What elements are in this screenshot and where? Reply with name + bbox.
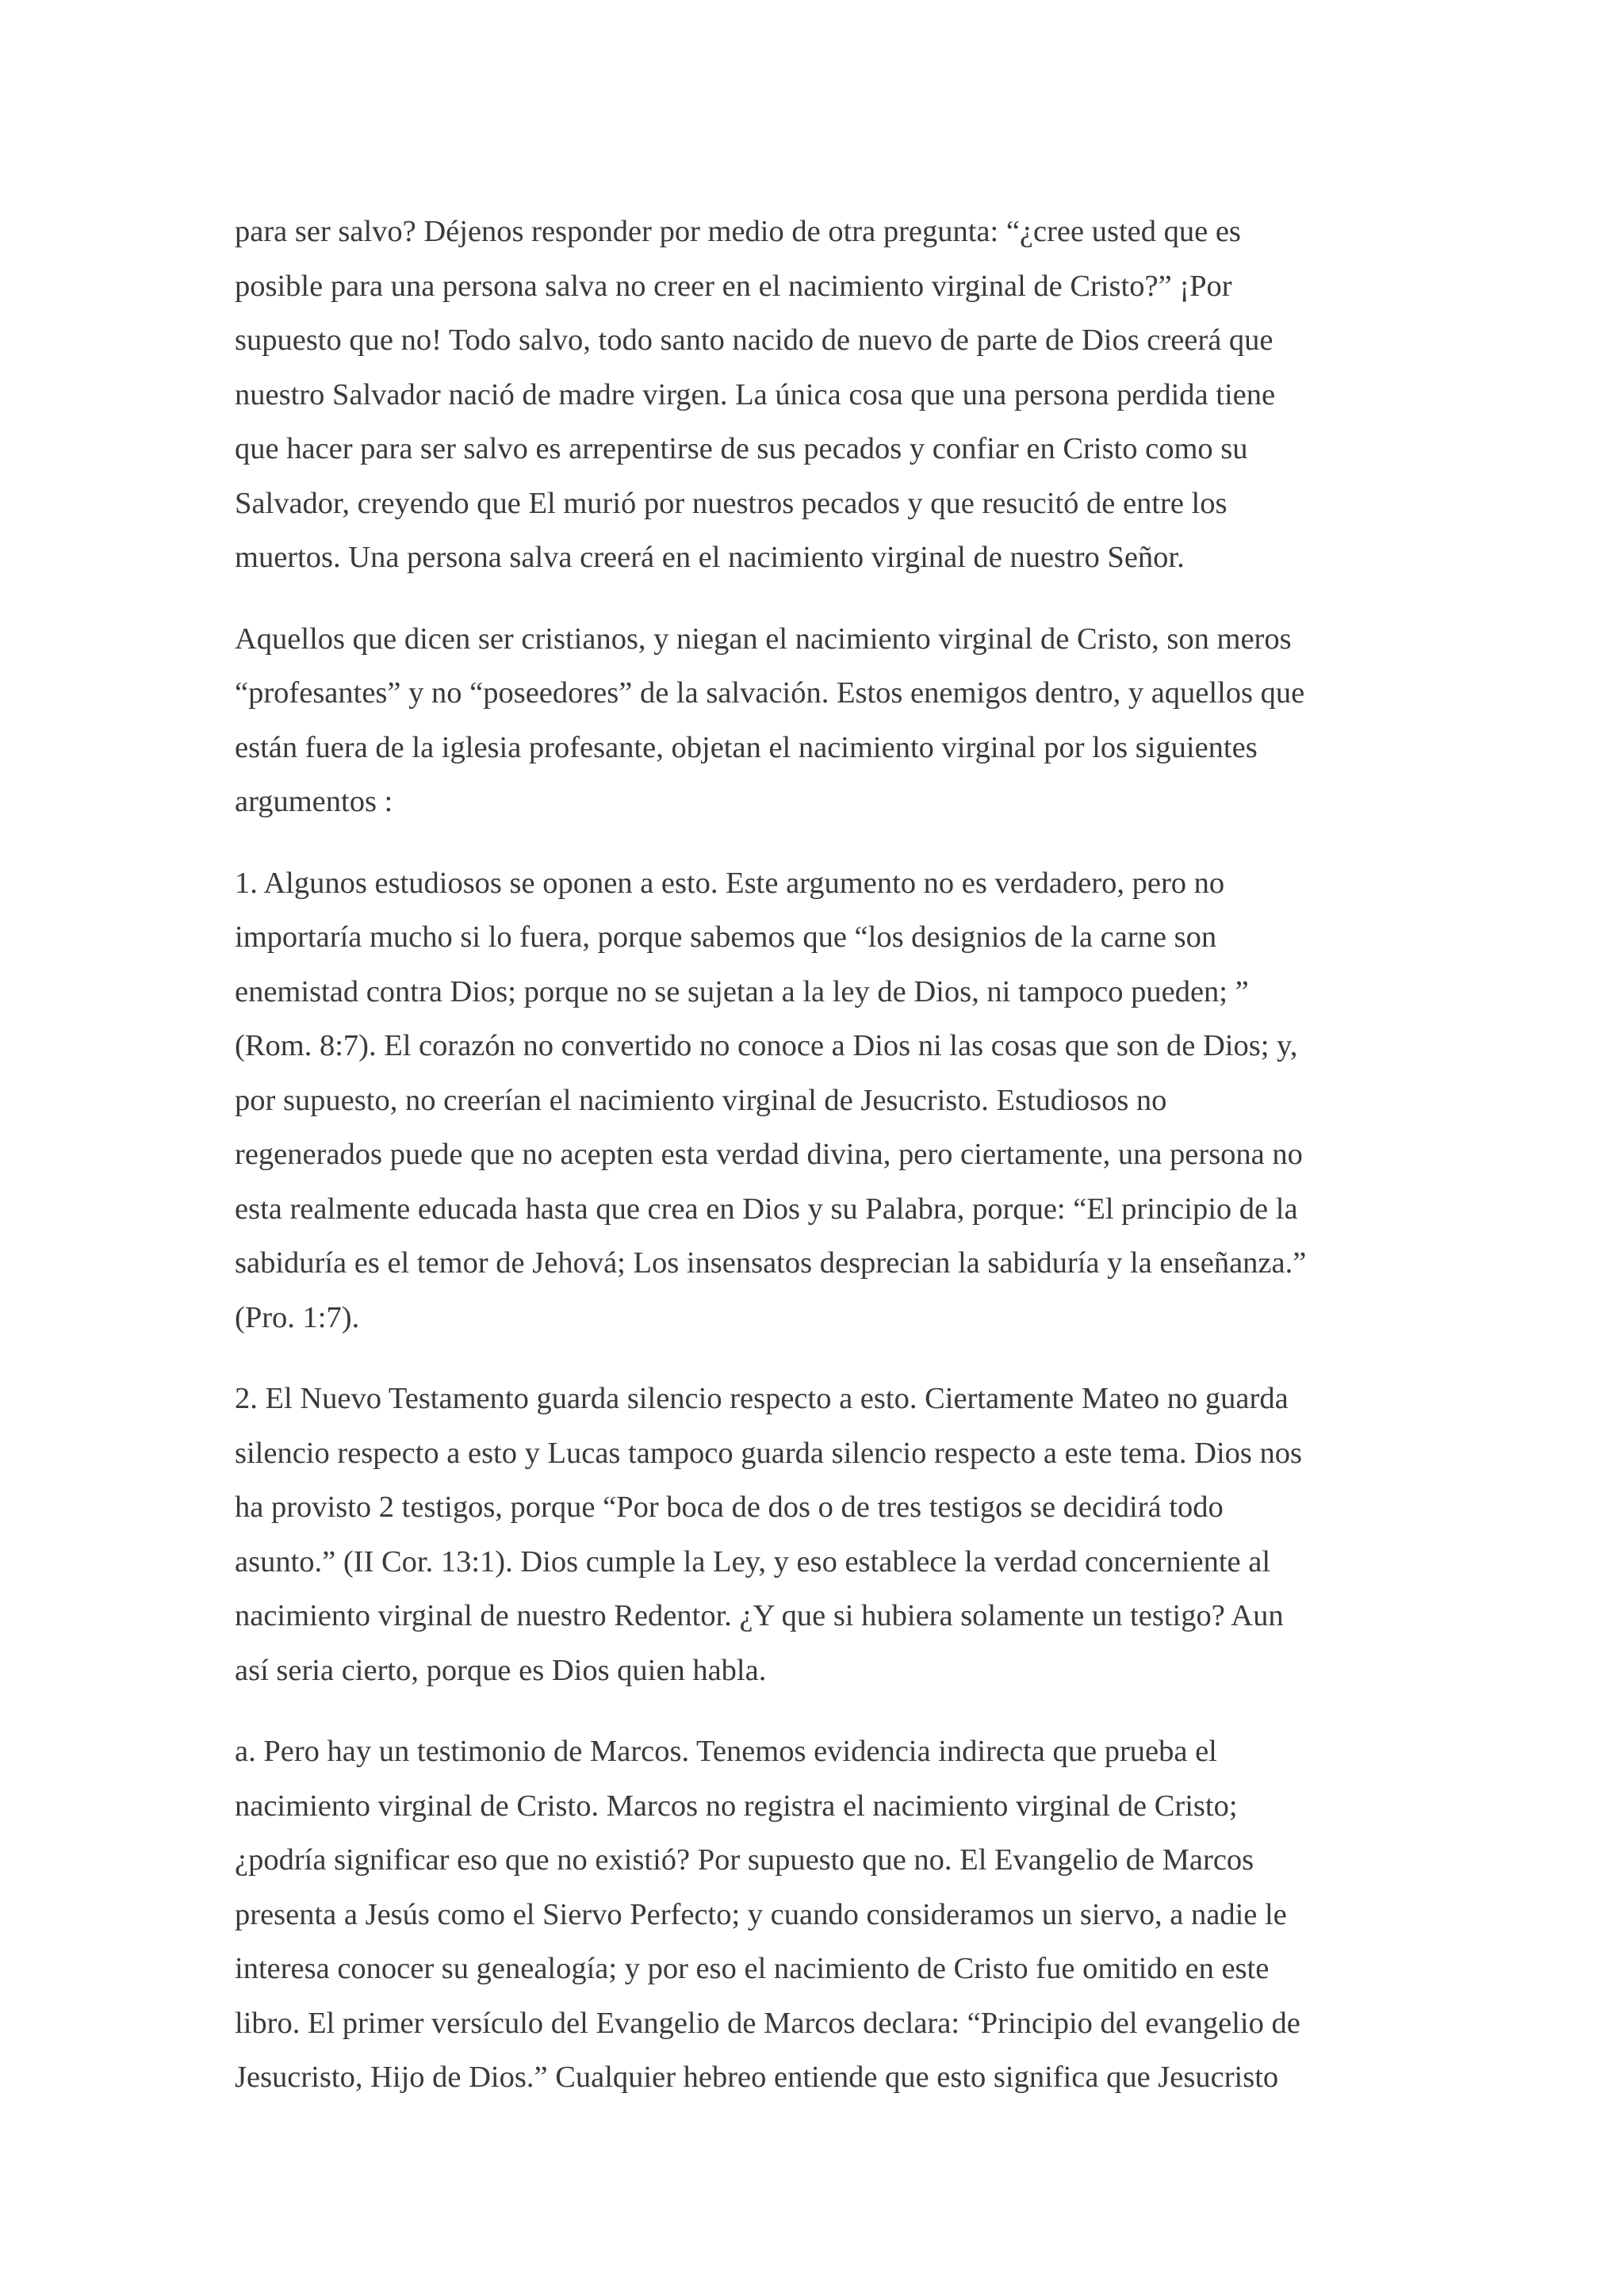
text-line: (Pro. 1:7).	[235, 1300, 360, 1334]
text-line: Jesucristo, Hijo de Dios.” Cualquier hebreo entiende que esto significa que Jesucristo	[235, 2061, 1279, 2094]
document-body	[235, 205, 1400, 2132]
text-line: (Rom. 8:7). El corazón no convertido no conoce a Dios ni las cosas que son de Dios; y,	[235, 1029, 1298, 1062]
paragraph-5	[235, 1724, 1400, 2105]
text-line: ¿podría significar eso que no existió? Por supuesto que no. El Evangelio de Marcos	[235, 1843, 1254, 1877]
text-line: por supuesto, no creerían el nacimiento virginal de Jesucristo. Estudiosos no	[235, 1083, 1167, 1117]
paragraph-1	[235, 205, 1400, 585]
text-line: presenta a Jesús como el Siervo Perfecto; y cuando consideramos un siervo, a nadie le	[235, 1897, 1287, 1931]
text-line: 2. El Nuevo Testamento guarda silencio respecto a esto. Ciertamente Mateo no guarda	[235, 1382, 1289, 1415]
text-line: ha provisto 2 testigos, porque “Por boca de dos o de tres testigos se decidirá todo	[235, 1490, 1224, 1524]
paragraph-4	[235, 1372, 1400, 1697]
text-line: muertos. Una persona salva creerá en el nacimiento virginal de nuestro Señor.	[235, 541, 1185, 574]
text-line: interesa conocer su genealogía; y por eso el nacimiento de Cristo fue omitido en este	[235, 1952, 1270, 1985]
text-line: enemistad contra Dios; porque no se sujetan a la ley de Dios, ni tampoco pueden; ”	[235, 974, 1249, 1008]
text-line: “profesantes” y no “poseedores” de la salvación. Estos enemigos dentro, y aquellos que	[235, 676, 1305, 710]
text-line: argumentos :	[235, 785, 393, 818]
paragraph-3	[235, 856, 1400, 1345]
text-line: a. Pero hay un testimonio de Marcos. Tenemos evidencia indirecta que prueba el	[235, 1735, 1217, 1768]
text-line: posible para una persona salva no creer en el nacimiento virginal de Cristo?” ¡Por	[235, 269, 1232, 303]
text-line: supuesto que no! Todo salvo, todo santo nacido de nuevo de parte de Dios creerá que	[235, 323, 1274, 357]
text-line: esta realmente educada hasta que crea en Dios y su Palabra, porque: “El principio de la	[235, 1192, 1298, 1226]
text-line: nacimiento virginal de nuestro Redentor. ¿Y que si hubiera solamente un testigo? Aun	[235, 1599, 1284, 1632]
text-line: regenerados puede que no acepten esta verdad divina, pero ciertamente, una persona no	[235, 1138, 1303, 1171]
text-line: Aquellos que dicen ser cristianos, y niegan el nacimiento virginal de Cristo, son meros	[235, 622, 1292, 656]
text-line: nuestro Salvador nació de madre virgen. La única cosa que una persona perdida tiene	[235, 377, 1276, 411]
text-line: están fuera de la iglesia profesante, objetan el nacimiento virginal por los siguientes	[235, 730, 1258, 764]
text-line: libro. El primer versículo del Evangelio de Marcos declara: “Principio del evangelio de	[235, 2006, 1300, 2040]
text-line: importaría mucho si lo fuera, porque sabemos que “los designios de la carne son	[235, 920, 1217, 954]
text-line: sabiduría es el temor de Jehová; Los insensatos desprecian la sabiduría y la enseñanza.”	[235, 1246, 1307, 1280]
paragraph-2	[235, 612, 1400, 829]
text-line: silencio respecto a esto y Lucas tampoco guarda silencio respecto a este tema. Dios nos	[235, 1436, 1302, 1470]
text-line: Salvador, creyendo que El murió por nuestros pecados y que resucitó de entre los	[235, 486, 1228, 520]
text-line: 1. Algunos estudiosos se oponen a esto. Este argumento no es verdadero, pero no	[235, 866, 1225, 900]
text-line: que hacer para ser salvo es arrepentirse de sus pecados y confiar en Cristo como su	[235, 432, 1248, 465]
text-line: asunto.” (II Cor. 13:1). Dios cumple la Ley, y eso establece la verdad concerniente al	[235, 1544, 1271, 1578]
text-line: así seria cierto, porque es Dios quien habla.	[235, 1653, 767, 1687]
text-line: para ser salvo? Déjenos responder por medio de otra pregunta: “¿cree usted que es	[235, 215, 1241, 248]
text-line: nacimiento virginal de Cristo. Marcos no registra el nacimiento virginal de Cristo;	[235, 1789, 1238, 1823]
